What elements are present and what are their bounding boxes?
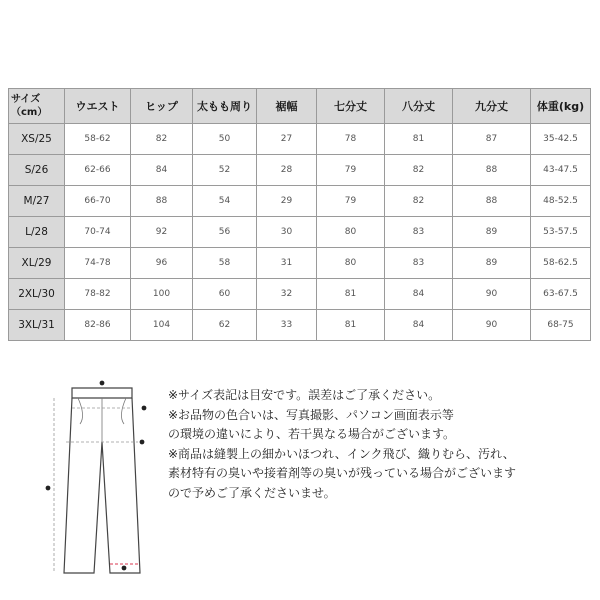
size-cell: M/27 [9, 186, 65, 217]
table-row [9, 279, 591, 310]
table-cell: 78-82 [65, 279, 131, 310]
table-cell: 88 [453, 186, 531, 217]
note-line: ※お品物の色合いは、写真撮影、パソコン画面表示等 [168, 407, 454, 422]
note-line: の環境の違いにより、若干異なる場合がございます。 [168, 427, 456, 441]
table-cell: 58-62 [65, 124, 131, 155]
table-cell: 60 [193, 279, 257, 310]
header-weight: 体重(kg) [531, 89, 591, 124]
table-cell: 74-78 [65, 248, 131, 279]
header-size [9, 89, 65, 124]
size-cell: XS/25 [9, 124, 65, 155]
table-cell: 83 [385, 248, 453, 279]
table-cell: 27 [257, 124, 317, 155]
header-size-label: サイズ （cm） [11, 94, 48, 118]
table-cell: 63-67.5 [531, 279, 591, 310]
table-cell: 90 [453, 279, 531, 310]
size-cell: 3XL/31 [9, 310, 65, 341]
table-cell: 68-75 [531, 310, 591, 341]
table-cell: 96 [131, 248, 193, 279]
table-row [9, 217, 591, 248]
table-cell: 89 [453, 217, 531, 248]
table-row [9, 310, 591, 341]
table-cell: 50 [193, 124, 257, 155]
table-cell: 29 [257, 186, 317, 217]
table-cell: 82-86 [65, 310, 131, 341]
header-thigh: 太もも周り [193, 89, 257, 124]
header-hem-width: 裾幅 [257, 89, 317, 124]
table-cell: 58-62.5 [531, 248, 591, 279]
table-cell: 84 [385, 279, 453, 310]
header-nine-tenths-length: 九分丈 [453, 89, 531, 124]
note-line: ※商品は縫製上の細かいほつれ、インク飛び、織りむら、汚れ、 [168, 446, 515, 461]
note-line: 素材特有の臭いや接着剤等の臭いが残っている場合がございます [168, 466, 517, 480]
table-header-row [9, 89, 591, 124]
table-cell: 92 [131, 217, 193, 248]
size-cell: 2XL/30 [9, 279, 65, 310]
table-cell: 81 [317, 310, 385, 341]
table-cell: 48-52.5 [531, 186, 591, 217]
table-cell: 80 [317, 217, 385, 248]
table-cell: 80 [317, 248, 385, 279]
table-cell: 62 [193, 310, 257, 341]
table-cell: 33 [257, 310, 317, 341]
table-cell: 90 [453, 310, 531, 341]
table-cell: 82 [385, 186, 453, 217]
table-cell: 81 [385, 124, 453, 155]
table-row [9, 186, 591, 217]
table-row [9, 248, 591, 279]
table-cell: 79 [317, 155, 385, 186]
table-cell: 58 [193, 248, 257, 279]
table-cell: 83 [385, 217, 453, 248]
note-line: ので予めご了承くださいませ。 [168, 485, 336, 500]
table-cell: 66-70 [65, 186, 131, 217]
table-cell: 52 [193, 155, 257, 186]
header-hip: ヒップ [131, 89, 193, 124]
table-cell: 56 [193, 217, 257, 248]
table-cell: 53-57.5 [531, 217, 591, 248]
table-cell: 78 [317, 124, 385, 155]
table-row [9, 155, 591, 186]
table-cell: 88 [131, 186, 193, 217]
size-table [8, 88, 591, 341]
table-cell: 88 [453, 155, 531, 186]
table-cell: 82 [385, 155, 453, 186]
table-cell: 28 [257, 155, 317, 186]
table-cell: 89 [453, 248, 531, 279]
pants-measurement-diagram-icon [20, 378, 160, 588]
table-cell: 84 [131, 155, 193, 186]
table-cell: 70-74 [65, 217, 131, 248]
header-eight-tenths-length: 八分丈 [385, 89, 453, 124]
table-cell: 84 [385, 310, 453, 341]
notes [168, 386, 592, 503]
table-row [9, 124, 591, 155]
table-cell: 54 [193, 186, 257, 217]
note-line: ※サイズ表記は目安です。誤差はご了承ください。 [168, 388, 441, 402]
size-cell: XL/29 [9, 248, 65, 279]
table-cell: 87 [453, 124, 531, 155]
table-cell: 81 [317, 279, 385, 310]
table-cell: 100 [131, 279, 193, 310]
table-cell: 32 [257, 279, 317, 310]
size-cell: S/26 [9, 155, 65, 186]
table-cell: 35-42.5 [531, 124, 591, 155]
table-cell: 104 [131, 310, 193, 341]
header-waist: ウエスト [65, 89, 131, 124]
table-cell: 82 [131, 124, 193, 155]
table-cell: 30 [257, 217, 317, 248]
table-cell: 62-66 [65, 155, 131, 186]
table-cell: 43-47.5 [531, 155, 591, 186]
size-cell: L/28 [9, 217, 65, 248]
header-seven-tenths-length: 七分丈 [317, 89, 385, 124]
table-cell: 79 [317, 186, 385, 217]
table-cell: 31 [257, 248, 317, 279]
